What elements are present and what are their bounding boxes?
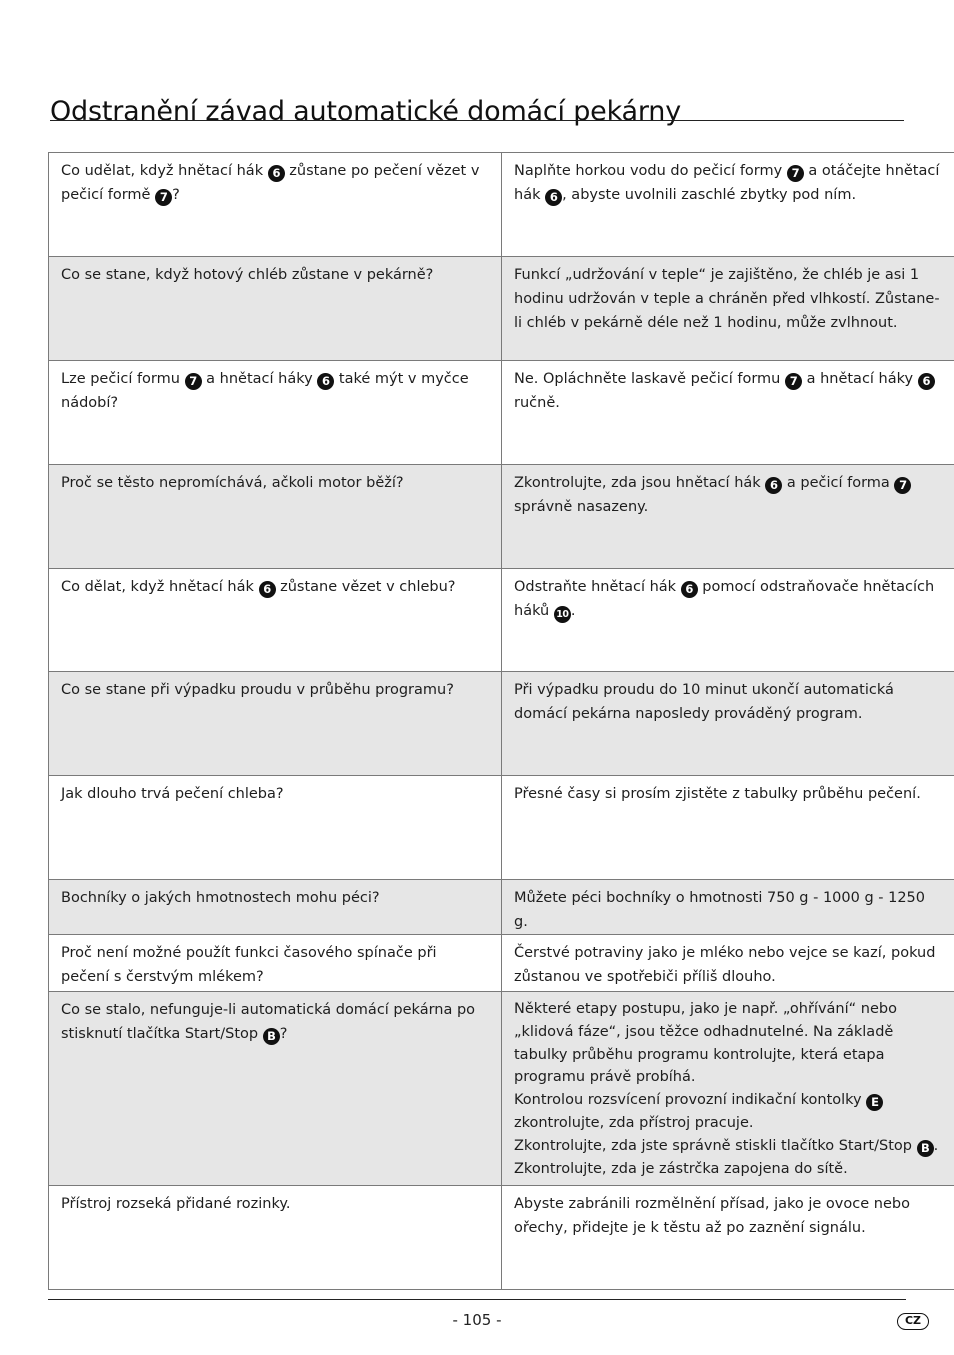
part-number-badge: B [263,1028,280,1045]
cell-text: Co se stalo, nefunguje-li automatická domácí pekárna po stisknutí tlačítka Start/Stop [61,1002,476,1042]
part-number-badge: E [866,1094,883,1111]
page-number: - 105 - [452,1311,502,1329]
cell-text: Odstraňte hnětací hák [514,579,681,595]
answer-cell [502,672,954,776]
question-cell [49,880,502,935]
cell-text: Při výpadku proudu do 10 minut ukončí automatická domácí pekárna naposledy prováděný program. [514,682,894,722]
cell-text: Naplňte horkou vodu do pečicí formy [514,163,787,179]
question-cell [49,992,502,1186]
table-row [49,935,954,992]
table-row [49,776,954,880]
cell-text: Kontrolou rozsvícení provozní indikační kontolky [514,1092,867,1109]
question-cell [49,776,502,880]
question-cell [49,672,502,776]
cell-text: Zkontrolujte, zda jsou hnětací hák [514,475,766,491]
table-row [49,880,954,935]
cell-text: Co se stane, když hotový chléb zůstane v pekárně? [61,267,434,283]
answer-cell [502,569,954,672]
table-row [49,257,954,361]
table-row [49,153,954,257]
cell-text: pomocí odstraňovače hnětacích háků [514,579,935,619]
answer-cell [502,776,954,880]
cell-text: a otáčejte hnětací hák [514,163,940,203]
answer-cell [502,880,954,935]
part-number-badge: 6 [545,189,562,206]
answer-cell [502,1186,954,1290]
part-number-badge: 6 [317,373,334,390]
cell-text: . [933,1137,939,1154]
cell-text: Abyste zabránili rozmělnění přísad, jako je ovoce nebo ořechy, přidejte je k těstu až po zaznění signálu. [514,1196,910,1236]
part-number-badge: 6 [765,477,782,494]
table-row [49,672,954,776]
cell-text: ? [279,1026,288,1042]
part-number-badge: B [917,1140,934,1157]
question-cell [49,1186,502,1290]
cell-text: Některé etapy postupu, jako je např. „ohřívání“ nebo „klidová fáze“, jsou těžce odhadnutelné. Na základě tabulky průběhu programu kontrolujte, která etapa programu právě probíhá. [514,1001,897,1086]
cell-text: Přesné časy si prosím zjistěte z tabulky průběhu pečení. [514,786,921,802]
table-row [49,569,954,672]
part-number-badge: 7 [894,477,911,494]
question-cell [49,257,502,361]
cell-text: Můžete péci bochníky o hmotnosti 750 g - 1000 g - 1250 g. [514,890,926,930]
cell-text: Co dělat, když hnětací hák [61,579,259,595]
question-cell [49,153,502,257]
answer-cell [502,153,954,257]
cell-text: zůstane vězet v chlebu? [275,579,456,595]
page-title: Odstranění závad automatické domácí pekárny [50,96,681,128]
troubleshooting-table [48,152,954,1290]
answer-cell [502,992,954,1186]
part-number-badge: 7 [185,373,202,390]
part-number-badge: 7 [785,373,802,390]
cell-text: Čerstvé potraviny jako je mléko nebo vejce se kazí, pokud zůstanou ve spotřebiči příliš dlouho. [514,945,936,985]
question-cell [49,569,502,672]
table-row [49,465,954,569]
cell-text: Co se stane při výpadku proudu v průběhu programu? [61,682,454,698]
cell-text: Bochníky o jakých hmotnostech mohu péci? [61,890,380,906]
cell-text: Jak dlouho trvá pečení chleba? [61,786,284,802]
answer-cell [502,257,954,361]
part-number-badge: 7 [155,189,172,206]
cell-text: Proč není možné použít funkci časového spínače při pečení s čerstvým mlékem? [61,945,437,985]
cell-text: Co udělat, když hnětací hák [61,163,268,179]
part-number-badge: 10 [554,606,571,623]
part-number-badge: 7 [787,165,804,182]
cell-text: Zkontrolujte, zda jste správně stiskli tlačítko Start/Stop [514,1137,917,1154]
footer-divider [48,1299,906,1300]
cell-text: zůstane po pečení vězet v pečicí formě [61,163,480,203]
cell-text: Proč se těsto nepromíchává, ačkoli motor běží? [61,475,404,491]
answer-cell [502,935,954,992]
part-number-badge: 6 [268,165,285,182]
part-number-badge: 6 [918,373,935,390]
question-cell [49,935,502,992]
cell-text: a hnětací háky [801,371,918,387]
table-row [49,1186,954,1290]
cell-text: a pečicí forma [782,475,895,491]
cell-text: . [570,603,576,619]
cell-text: Funkcí „udržování v teple“ je zajištěno, že chléb je asi 1 hodinu udržován v teple a chráněn před vlhkostí. Zůstane-li chléb v pekárně déle než 1 hodinu, může zvlhnout. [514,267,940,331]
question-cell [49,465,502,569]
part-number-badge: 6 [681,581,698,598]
country-code-badge: CZ [897,1313,929,1330]
cell-text: a hnětací háky [201,371,318,387]
cell-text: zkontrolujte, zda přístroj pracuje. [514,1114,754,1131]
answer-cell [502,361,954,465]
part-number-badge: 6 [259,581,276,598]
title-divider [50,120,904,121]
cell-text: také mýt v myčce nádobí? [61,371,469,411]
question-cell [49,361,502,465]
cell-text: Lze pečicí formu [61,371,185,387]
cell-text: ručně. [514,395,560,411]
table-row [49,992,954,1186]
cell-text: správně nasazeny. [514,499,649,515]
troubleshooting-table-body [49,153,954,1290]
cell-text: , abyste uvolnili zaschlé zbytky pod ním. [562,187,857,203]
answer-cell [502,465,954,569]
cell-text: Ne. Opláchněte laskavě pečicí formu [514,371,785,387]
cell-text: Zkontrolujte, zda je zástrčka zapojena do sítě. [514,1160,848,1177]
table-row [49,361,954,465]
cell-text: ? [172,187,180,203]
cell-text: Přístroj rozseká přidané rozinky. [61,1196,291,1212]
